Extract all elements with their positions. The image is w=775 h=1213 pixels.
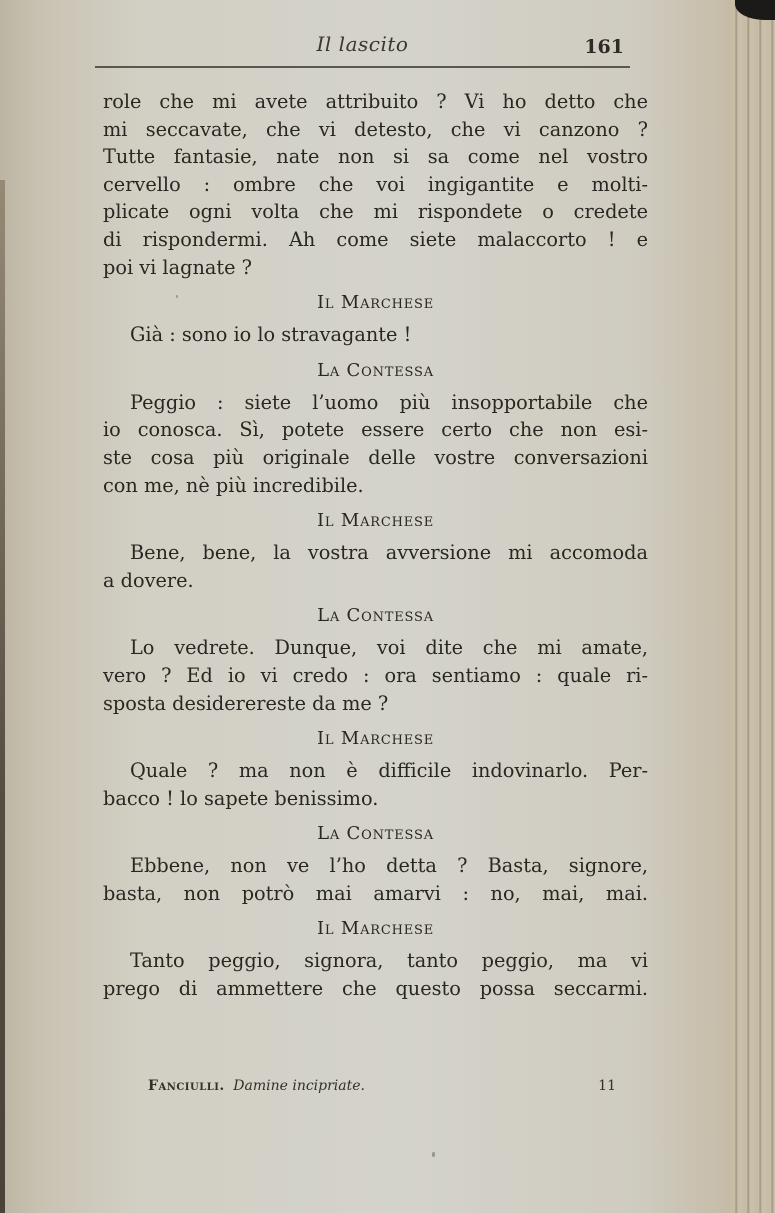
running-title: Il lascito [316, 32, 409, 56]
text-line: io conosca. Sì, potete essere certo che non esi- [103, 418, 648, 442]
speaker-name: La Contessa [317, 605, 434, 627]
speaker-name: La Contessa [317, 823, 434, 845]
text-line: Peggio : siete l’uomo più insopportabile che [130, 390, 648, 414]
signature-mark: 11 [598, 1078, 616, 1094]
text-line: Lo vedrete. Dunque, voi dite che mi amate, [130, 636, 648, 660]
text-line: prego di ammettere che questo possa seccarmi. [103, 977, 648, 1001]
footer-author: Fanciulli. [148, 1078, 225, 1094]
footer-work-title: Damine incipriate. [233, 1078, 365, 1094]
page-gutter-shadow [0, 180, 5, 1213]
text-line: poi vi lagnate ? [103, 255, 252, 279]
text-line: di rispondermi. Ah come siete malaccorto ! e [103, 227, 648, 251]
text-line: basta, non potrò mai amarvi : no, mai, mai. [103, 881, 648, 905]
text-line: bacco ! lo sapete benissimo. [103, 786, 379, 810]
speech [103, 389, 648, 499]
speaker-name: Il Marchese [316, 728, 435, 750]
speech [103, 947, 648, 1002]
text-line: Già : sono io lo stravagante ! [130, 323, 412, 347]
speech [103, 634, 648, 717]
text-line: Tutte fantasie, nate non si sa come nel vostro [103, 145, 648, 169]
speaker-name: Il Marchese [316, 510, 435, 532]
speech [103, 539, 648, 594]
signature-footer [148, 1078, 638, 1094]
page-edges [730, 0, 775, 1213]
speech [103, 852, 648, 907]
text-line: vero ? Ed io vi credo : ora sentiamo : quale ri- [103, 663, 648, 687]
body-text [103, 88, 648, 1003]
text-line: a dovere. [103, 568, 194, 592]
speaker-name: Il Marchese [316, 292, 435, 314]
text-line: Tanto peggio, signora, tanto peggio, ma vi [130, 949, 648, 973]
text-line: ste cosa più originale delle vostre conversazioni [103, 445, 648, 469]
text-line: Quale ? ma non è difficile indovinarlo. Per- [130, 759, 648, 783]
page-number: 161 [584, 36, 624, 58]
text-line: cervello : ombre che voi ingigantite e molti- [103, 172, 648, 196]
text-line: Bene, bene, la vostra avversione mi accomoda [130, 541, 648, 565]
speech [103, 321, 648, 349]
header-rule [95, 66, 630, 68]
text-line: sposta desiderereste da me ? [103, 691, 389, 715]
speaker-name: La Contessa [317, 359, 434, 381]
speech [103, 757, 648, 812]
text-line: mi seccavate, che vi detesto, che vi canzono ? [103, 117, 648, 141]
paper-speck [176, 295, 178, 298]
text-line: con me, nè più incredibile. [103, 473, 364, 497]
text-line: Ebbene, non ve l’ho detta ? Basta, signore, [130, 854, 648, 878]
speaker-name: Il Marchese [316, 918, 435, 940]
running-header [95, 28, 630, 70]
opening-paragraph [103, 88, 648, 281]
paper-speck [432, 1152, 435, 1157]
text-line: role che mi avete attribuito ? Vi ho detto che [103, 90, 648, 113]
text-line: plicate ogni volta che mi rispondete o credete [103, 200, 648, 224]
